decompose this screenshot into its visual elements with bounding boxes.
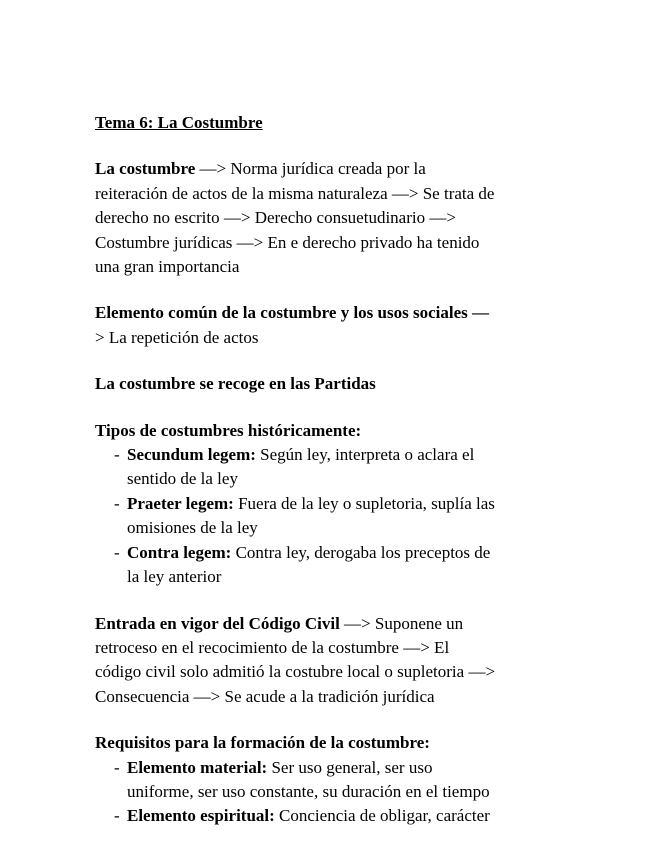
- list-dash: -: [114, 757, 120, 777]
- section-heading: Tipos de costumbres históricamente:: [95, 420, 362, 440]
- list-text: Fuera de la ley o supletoria, suplía las: [233, 493, 495, 513]
- list-text: Contra ley, derogaba los preceptos de: [231, 542, 491, 562]
- list-term: Contra legem:: [127, 542, 232, 562]
- text-line: derecho no escrito —> Derecho consuetudinario —>: [95, 208, 456, 228]
- list-dash: -: [114, 806, 120, 826]
- text-line: Costumbre jurídicas —> En e derecho privado ha tenido: [95, 232, 480, 252]
- list-item: [95, 492, 580, 541]
- paragraph-la-costumbre: [95, 157, 580, 279]
- text-line: Consecuencia —> Se acude a la tradición jurídica: [95, 686, 435, 706]
- text-line: —> Norma jurídica creada por la: [195, 159, 426, 179]
- list-text: omisiones de la ley: [127, 518, 258, 538]
- list-text: uniforme, ser uso constante, su duración en el tiempo: [127, 781, 490, 801]
- text-line: —> Suponene un: [339, 613, 464, 633]
- text-line: código civil solo admitió la costubre local o supletoria —>: [95, 662, 496, 682]
- list-text: Conciencia de obligar, carácter: [274, 806, 490, 826]
- text-line: > La repetición de actos: [95, 327, 259, 347]
- paragraph-codigo-civil: [95, 612, 580, 710]
- requirements-list: [95, 756, 580, 829]
- list-item: [95, 804, 580, 828]
- list-dash: -: [114, 542, 120, 562]
- document-content: [95, 111, 580, 829]
- paragraph-tipos: [95, 419, 580, 590]
- list-item: [95, 756, 580, 805]
- list-term: Elemento material:: [127, 757, 268, 777]
- text-line: una gran importancia: [95, 257, 240, 277]
- list-text: Ser uso general, ser uso: [267, 757, 433, 777]
- term-heading: La costumbre: [95, 159, 196, 179]
- list-term: Secundum legem:: [127, 445, 256, 465]
- page-title: Tema 6: La Costumbre: [95, 113, 263, 132]
- section-heading: Requisitos para la formación de la costumbre:: [95, 733, 430, 753]
- list-item: [95, 541, 580, 590]
- list-text: sentido de la ley: [127, 469, 238, 489]
- term-heading: La costumbre se recoge en las Partidas: [95, 374, 376, 394]
- term-heading: Elemento común de la costumbre y los usos sociales —: [95, 303, 489, 323]
- list-term: Praeter legem:: [127, 493, 234, 513]
- types-list: [95, 443, 580, 589]
- list-text: la ley anterior: [127, 567, 222, 587]
- paragraph-partidas: [95, 372, 580, 396]
- text-line: retroceso en el recocimiento de la costumbre —> El: [95, 637, 450, 657]
- paragraph-requisitos: [95, 731, 580, 829]
- list-dash: -: [114, 493, 120, 513]
- list-text: Según ley, interpreta o aclara el: [255, 445, 475, 465]
- list-dash: -: [114, 445, 120, 465]
- term-heading: Entrada en vigor del Código Civil: [95, 613, 340, 633]
- paragraph-elemento-comun: [95, 301, 580, 350]
- text-line: reiteración de actos de la misma naturaleza —> Se trata de: [95, 183, 495, 203]
- list-item: [95, 443, 580, 492]
- list-term: Elemento espiritual:: [127, 806, 275, 826]
